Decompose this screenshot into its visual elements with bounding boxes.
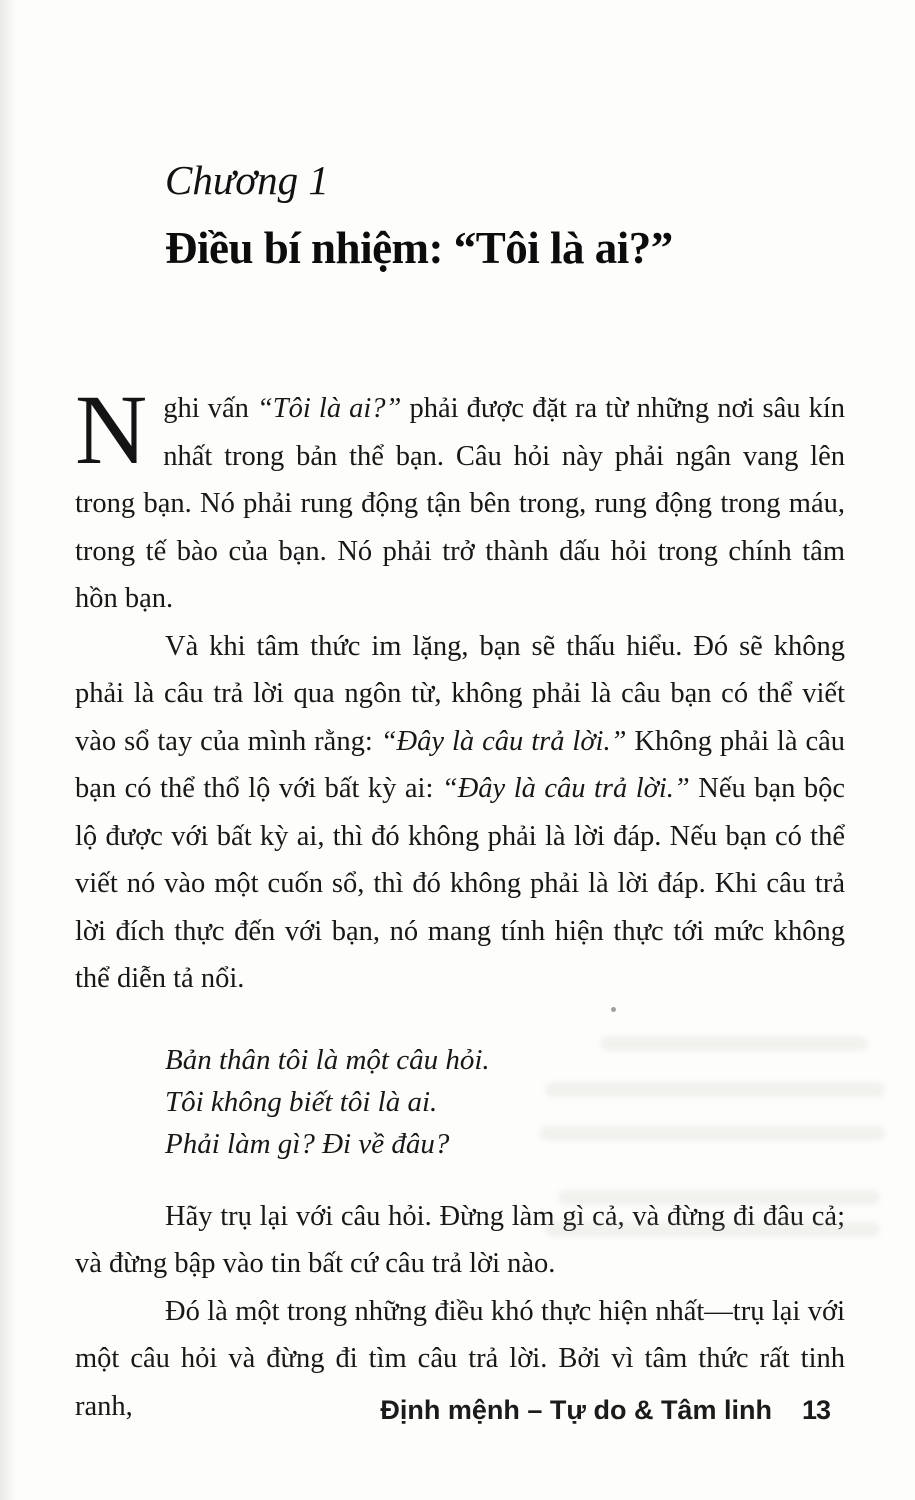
inline-quote: “Tôi là ai?”: [256, 393, 402, 424]
text-segment: Và khi tâm thức im lặng, bạn sẽ thấu hiểu. Đó sẽ không phải là câu trả lời qua ngôn từ, không phải là câu bạn có thể viết vào sổ tay của mình rằng:: [75, 630, 845, 757]
paragraph: [75, 1193, 845, 1288]
drop-cap: N: [75, 374, 148, 485]
page-footer: [380, 1395, 830, 1426]
text-segment: Không phải là câu bạn có thể thổ lộ với bất kỳ ai:: [75, 725, 845, 804]
chapter-title: Điều bí nhiệm: “Tôi là ai?”: [165, 223, 673, 274]
text-segment: ghi vấn: [163, 393, 257, 424]
text-segment: phải được đặt ra từ những nơi sâu kín nhất trong bản thể bạn. Câu hỏi này phải ngân vang lên trong bạn. Nó phải rung động tận bên trong, rung động trong máu, trong tế bào của bạn. Nó phải trở thành dấu hỏi trong chính tâm hồn bạn.: [75, 393, 846, 614]
page-number: 13: [801, 1395, 830, 1425]
chapter-header: [165, 158, 845, 275]
page-edge-shading: [0, 0, 16, 1500]
text-segment: Hãy trụ lại với câu hỏi. Đừng làm gì cả, và đừng đi đâu cả; và đừng bập vào tin bất cứ câu trả lời nào.: [75, 1200, 845, 1279]
inline-quote: “Đây là câu trả lời.”: [380, 725, 627, 757]
inline-quote: “Đây là câu trả lời.”: [441, 773, 690, 804]
verse-block: [165, 1039, 845, 1165]
text-segment: Đó là một trong những điều khó thực hiện nhất—trụ lại với một câu hỏi và đừng đi tìm câu trả lời. Bởi vì tâm thức rất tinh ranh,: [75, 1295, 845, 1422]
verse-line: Phải làm gì? Đi về đâu?: [165, 1127, 450, 1160]
opening-paragraphs: [75, 374, 846, 1003]
text-segment: Nếu bạn bộc lộ được với bất kỳ ai, thì đó không phải là lời đáp. Nếu bạn có thể viết nó vào một cuốn sổ, thì đó không phải là lời đáp. Khi câu trả lời đích thực đến với bạn, nó mang tính hiện thực tới mức không thể diễn tả nổi.: [75, 773, 846, 994]
body-text: [75, 374, 846, 1430]
verse-line: Tôi không biết tôi là ai.: [165, 1085, 438, 1118]
chapter-label: Chương 1: [165, 157, 329, 203]
verse-line: Bản thân tôi là một câu hỏi.: [165, 1043, 490, 1076]
paragraph: [75, 623, 845, 1003]
running-title: Định mệnh – Tự do & Tâm linh: [380, 1395, 772, 1425]
paragraph: [75, 374, 846, 623]
